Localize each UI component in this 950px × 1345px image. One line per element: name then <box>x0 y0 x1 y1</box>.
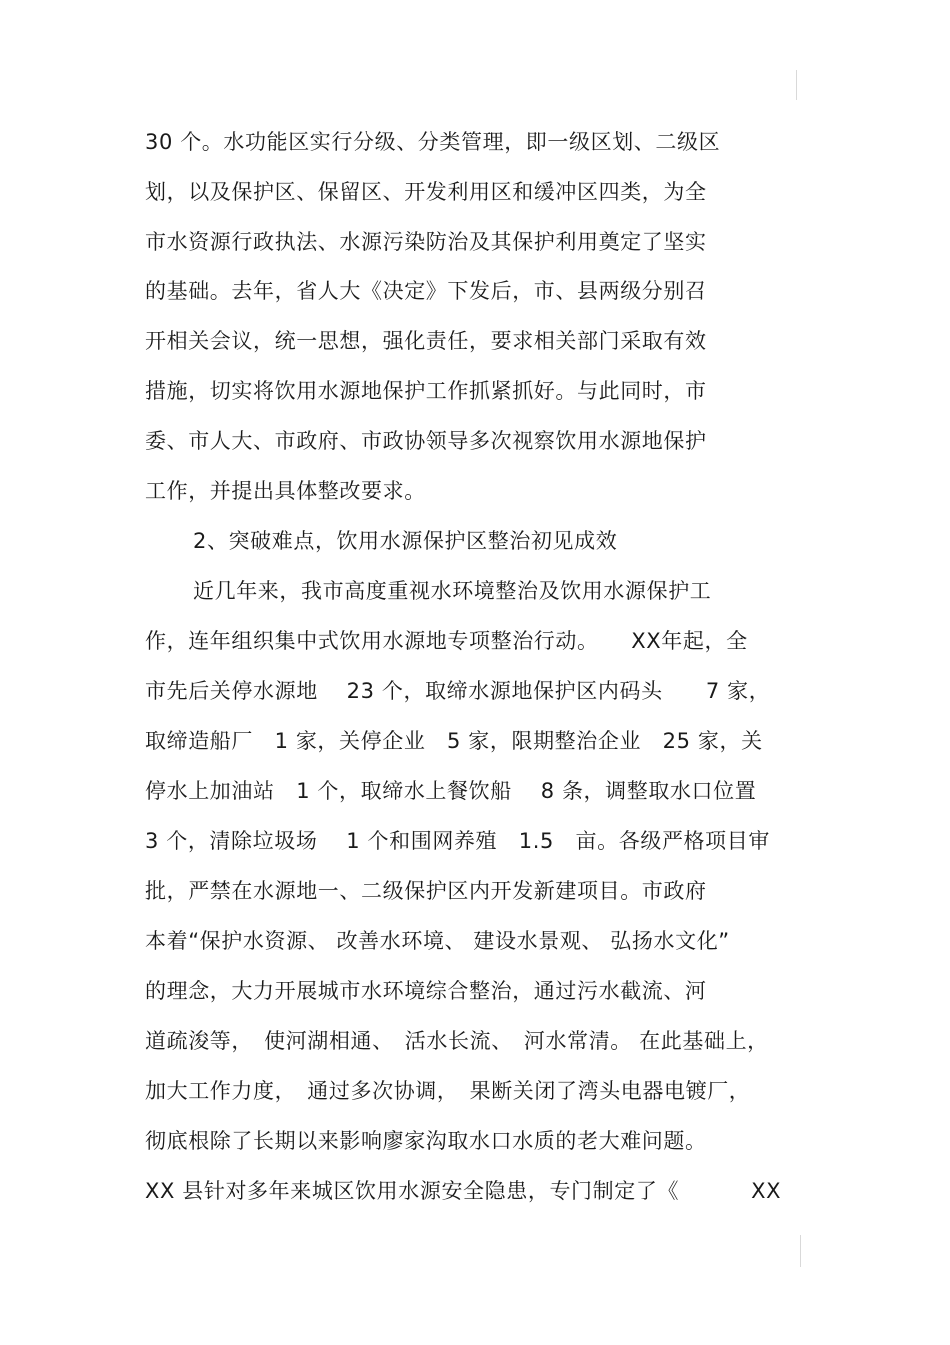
text-line-21: 彻底根除了长期以来影响廖家沟取水口水质的老大难问题。 <box>145 1129 707 1153</box>
top-margin-mark <box>796 70 797 100</box>
bottom-margin-mark <box>800 1235 801 1267</box>
text-line-22: XX 县针对多年来城区饮用水源安全隐患，专门制定了《 XX <box>145 1179 782 1203</box>
text-line-15: 3 个，清除垃圾场 1 个和围网养殖 1.5 亩。各级严格项目审 <box>145 829 770 853</box>
text-line-10: 近几年来，我市高度重视水环境整治及饮用水源保护工 <box>193 579 712 603</box>
text-line-17: 本着“保护水资源、 改善水环境、 建设水景观、 弘扬水文化” <box>145 929 730 953</box>
text-line-13: 取缔造船厂 1 家，关停企业 5 家，限期整治企业 25 家，关 <box>145 729 763 753</box>
text-line-11: 作，连年组织集中式饮用水源地专项整治行动。 XX年起，全 <box>145 629 748 653</box>
text-line-3: 市水资源行政执法、水源污染防治及其保护利用奠定了坚实 <box>145 230 707 254</box>
text-line-20: 加大工作力度， 通过多次协调， 果断关闭了湾头电器电镀厂， <box>145 1079 751 1103</box>
section-heading: 2、突破难点，饮用水源保护区整治初见成效 <box>193 529 618 553</box>
text-line-19: 道疏浚等， 使河湖相通、 活水长流、 河水常清。 在此基础上， <box>145 1029 769 1053</box>
text-line-4: 的基础。去年，省人大《决定》下发后，市、县两级分别召 <box>145 279 707 303</box>
text-line-7: 委、市人大、市政府、市政协领导多次视察饮用水源地保护 <box>145 429 707 453</box>
text-line-14: 停水上加油站 1 个，取缔水上餐饮船 8 条，调整取水口位置 <box>145 779 757 803</box>
text-line-1: 30 个。水功能区实行分级、分类管理，即一级区划、二级区 <box>145 130 721 154</box>
text-line-2: 划，以及保护区、保留区、开发利用区和缓冲区四类，为全 <box>145 180 707 204</box>
text-line-12: 市先后关停水源地 23 个，取缔水源地保护区内码头 7 家， <box>145 679 771 703</box>
text-line-5: 开相关会议，统一思想，强化责任，要求相关部门采取有效 <box>145 329 707 353</box>
text-line-18: 的理念，大力开展城市水环境综合整治，通过污水截流、河 <box>145 979 707 1003</box>
text-line-8: 工作，并提出具体整改要求。 <box>145 479 426 503</box>
text-line-16: 批，严禁在水源地一、二级保护区内开发新建项目。市政府 <box>145 879 707 903</box>
text-line-6: 措施，切实将饮用水源地保护工作抓紧抓好。与此同时，市 <box>145 379 707 403</box>
